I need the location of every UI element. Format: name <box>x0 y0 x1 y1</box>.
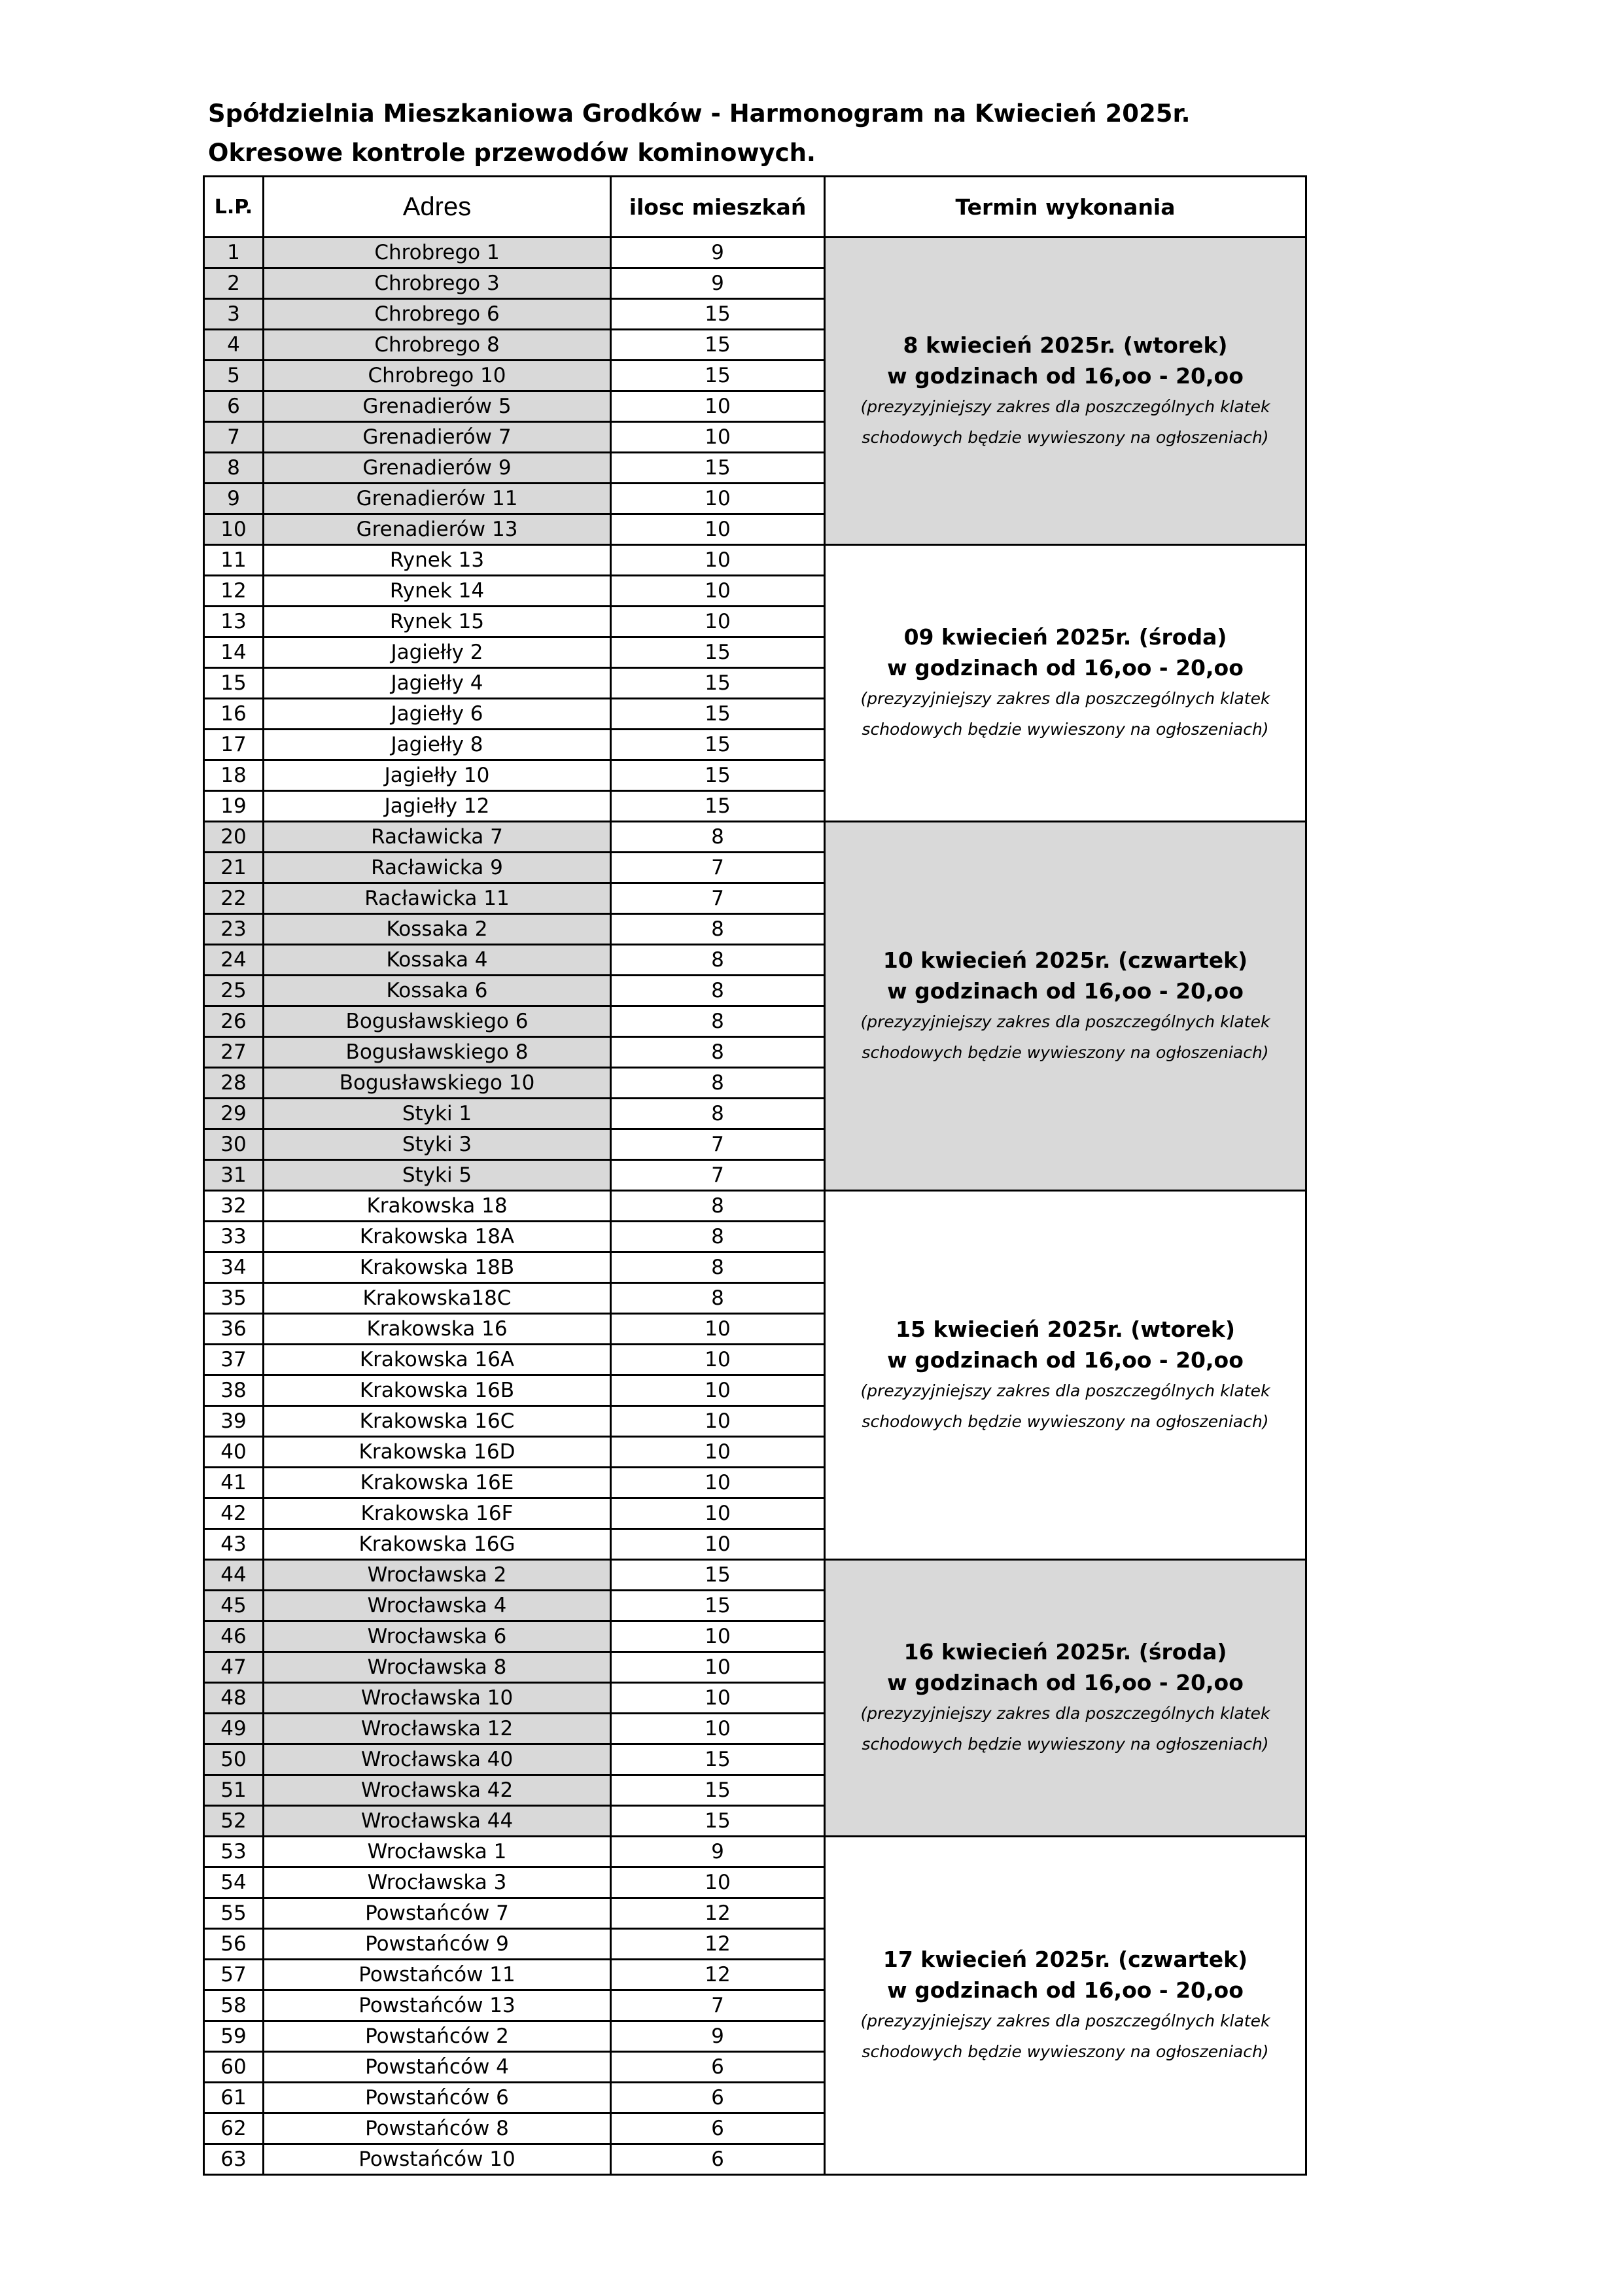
cell-address: Chrobrego 8 <box>264 330 611 361</box>
cell-apartments: 7 <box>611 883 825 914</box>
cell-apartments: 7 <box>611 853 825 883</box>
cell-apartments: 6 <box>611 2052 825 2083</box>
term-date: 17 kwiecień 2025r. (czwartek) <box>882 1947 1248 1972</box>
cell-address: Rynek 14 <box>264 576 611 607</box>
cell-lp: 23 <box>204 914 264 945</box>
document-subtitle: Okresowe kontrole przewodów kominowych. <box>208 139 816 167</box>
cell-address: Jagiełły 6 <box>264 699 611 730</box>
cell-apartments: 10 <box>611 484 825 514</box>
cell-lp: 13 <box>204 607 264 637</box>
cell-apartments: 12 <box>611 1929 825 1960</box>
cell-apartments: 10 <box>611 1375 825 1406</box>
cell-lp: 22 <box>204 883 264 914</box>
term-cell <box>825 1837 1306 2175</box>
header-lp: L.P. <box>204 177 264 238</box>
cell-address: Krakowska 16D <box>264 1437 611 1468</box>
cell-address: Racławicka 9 <box>264 853 611 883</box>
header-term: Termin wykonania <box>825 177 1306 238</box>
cell-address: Bogusławskiego 6 <box>264 1006 611 1037</box>
header-apartments: ilosc mieszkań <box>611 177 825 238</box>
table-row <box>204 545 1306 576</box>
term-date: 16 kwiecień 2025r. (środa) <box>903 1639 1227 1665</box>
cell-address: Powstańców 10 <box>264 2144 611 2175</box>
cell-apartments: 9 <box>611 268 825 299</box>
cell-address: Powstańców 13 <box>264 1990 611 2021</box>
cell-address: Jagiełły 8 <box>264 730 611 760</box>
term-cell <box>825 822 1306 1191</box>
cell-lp: 17 <box>204 730 264 760</box>
cell-address: Kossaka 6 <box>264 976 611 1006</box>
cell-lp: 44 <box>204 1560 264 1591</box>
cell-address: Chrobrego 1 <box>264 238 611 268</box>
cell-address: Krakowska 18 <box>264 1191 611 1222</box>
cell-lp: 40 <box>204 1437 264 1468</box>
term-note: schodowych będzie wywieszony na ogłoszeniach) <box>862 1042 1269 1062</box>
cell-apartments: 15 <box>611 730 825 760</box>
term-hours: w godzinach od 16,oo - 20,oo <box>887 362 1244 389</box>
cell-lp: 30 <box>204 1129 264 1160</box>
cell-address: Chrobrego 6 <box>264 299 611 330</box>
cell-apartments: 8 <box>611 1283 825 1314</box>
cell-lp: 11 <box>204 545 264 576</box>
cell-apartments: 8 <box>611 1068 825 1099</box>
cell-lp: 25 <box>204 976 264 1006</box>
cell-address: Powstańców 7 <box>264 1898 611 1929</box>
term-cell <box>825 545 1306 822</box>
cell-apartments: 15 <box>611 760 825 791</box>
term-note: (prezyzyjniejszy zakres dla poszczególnych klatek <box>860 689 1270 708</box>
cell-lp: 59 <box>204 2021 264 2052</box>
cell-apartments: 10 <box>611 1406 825 1437</box>
cell-address: Wrocławska 40 <box>264 1744 611 1775</box>
cell-lp: 35 <box>204 1283 264 1314</box>
cell-lp: 14 <box>204 637 264 668</box>
cell-address: Wrocławska 6 <box>264 1621 611 1652</box>
cell-lp: 37 <box>204 1345 264 1375</box>
cell-apartments: 10 <box>611 576 825 607</box>
cell-address: Jagiełły 4 <box>264 668 611 699</box>
cell-address: Krakowska 16 <box>264 1314 611 1345</box>
cell-address: Racławicka 7 <box>264 822 611 853</box>
cell-apartments: 9 <box>611 2021 825 2052</box>
cell-lp: 52 <box>204 1806 264 1837</box>
cell-address: Krakowska 16E <box>264 1468 611 1498</box>
cell-lp: 9 <box>204 484 264 514</box>
term-hours: w godzinach od 16,oo - 20,oo <box>887 1347 1244 1373</box>
cell-lp: 18 <box>204 760 264 791</box>
table-row <box>204 822 1306 853</box>
cell-lp: 20 <box>204 822 264 853</box>
cell-address: Wrocławska 10 <box>264 1683 611 1714</box>
cell-apartments: 10 <box>611 1683 825 1714</box>
cell-address: Krakowska 18A <box>264 1222 611 1252</box>
cell-apartments: 15 <box>611 1591 825 1621</box>
cell-apartments: 8 <box>611 1037 825 1068</box>
cell-lp: 49 <box>204 1714 264 1744</box>
cell-address: Powstańców 9 <box>264 1929 611 1960</box>
cell-lp: 8 <box>204 453 264 484</box>
cell-lp: 16 <box>204 699 264 730</box>
cell-address: Styki 1 <box>264 1099 611 1129</box>
cell-address: Grenadierów 5 <box>264 391 611 422</box>
cell-apartments: 15 <box>611 330 825 361</box>
term-date: 15 kwiecień 2025r. (wtorek) <box>896 1316 1235 1342</box>
cell-lp: 6 <box>204 391 264 422</box>
table-row <box>204 238 1306 268</box>
cell-lp: 63 <box>204 2144 264 2175</box>
cell-lp: 47 <box>204 1652 264 1683</box>
cell-apartments: 10 <box>611 1345 825 1375</box>
cell-lp: 57 <box>204 1960 264 1990</box>
cell-address: Grenadierów 9 <box>264 453 611 484</box>
cell-apartments: 15 <box>611 668 825 699</box>
term-hours: w godzinach od 16,oo - 20,oo <box>887 655 1244 680</box>
cell-lp: 39 <box>204 1406 264 1437</box>
cell-lp: 21 <box>204 853 264 883</box>
cell-address: Jagiełły 2 <box>264 637 611 668</box>
cell-lp: 45 <box>204 1591 264 1621</box>
cell-lp: 33 <box>204 1222 264 1252</box>
cell-address: Krakowska 16B <box>264 1375 611 1406</box>
cell-apartments: 8 <box>611 822 825 853</box>
cell-lp: 60 <box>204 2052 264 2083</box>
cell-apartments: 8 <box>611 1099 825 1129</box>
cell-address: Wrocławska 3 <box>264 1867 611 1898</box>
cell-address: Wrocławska 1 <box>264 1837 611 1867</box>
cell-lp: 46 <box>204 1621 264 1652</box>
cell-apartments: 9 <box>611 1837 825 1867</box>
cell-address: Rynek 13 <box>264 545 611 576</box>
cell-lp: 4 <box>204 330 264 361</box>
cell-apartments: 10 <box>611 422 825 453</box>
cell-apartments: 15 <box>611 699 825 730</box>
header-address: Adres <box>264 177 611 238</box>
cell-apartments: 6 <box>611 2113 825 2144</box>
cell-apartments: 6 <box>611 2144 825 2175</box>
cell-apartments: 10 <box>611 1529 825 1560</box>
cell-address: Bogusławskiego 10 <box>264 1068 611 1099</box>
cell-apartments: 10 <box>611 545 825 576</box>
cell-apartments: 8 <box>611 1006 825 1037</box>
cell-apartments: 10 <box>611 1714 825 1744</box>
cell-apartments: 9 <box>611 238 825 268</box>
cell-lp: 41 <box>204 1468 264 1498</box>
table-row <box>204 1560 1306 1591</box>
cell-lp: 48 <box>204 1683 264 1714</box>
term-note: (prezyzyjniejszy zakres dla poszczególnych klatek <box>860 397 1270 416</box>
cell-lp: 15 <box>204 668 264 699</box>
cell-apartments: 15 <box>611 361 825 391</box>
term-cell <box>825 1560 1306 1837</box>
cell-address: Wrocławska 42 <box>264 1775 611 1806</box>
schedule-table <box>203 175 1307 2176</box>
cell-address: Racławicka 11 <box>264 883 611 914</box>
cell-apartments: 15 <box>611 791 825 822</box>
cell-address: Styki 3 <box>264 1129 611 1160</box>
cell-address: Chrobrego 3 <box>264 268 611 299</box>
cell-lp: 53 <box>204 1837 264 1867</box>
cell-lp: 61 <box>204 2083 264 2113</box>
cell-apartments: 10 <box>611 1468 825 1498</box>
term-note: (prezyzyjniejszy zakres dla poszczególnych klatek <box>860 1704 1270 1723</box>
cell-address: Krakowska 16G <box>264 1529 611 1560</box>
cell-apartments: 7 <box>611 1129 825 1160</box>
cell-address: Bogusławskiego 8 <box>264 1037 611 1068</box>
term-hours: w godzinach od 16,oo - 20,oo <box>887 1670 1244 1695</box>
cell-lp: 29 <box>204 1099 264 1129</box>
cell-apartments: 15 <box>611 1744 825 1775</box>
cell-address: Powstańców 2 <box>264 2021 611 2052</box>
table-row <box>204 1837 1306 1867</box>
cell-apartments: 15 <box>611 1775 825 1806</box>
cell-lp: 54 <box>204 1867 264 1898</box>
table-body <box>204 238 1306 2175</box>
cell-apartments: 15 <box>611 453 825 484</box>
cell-lp: 32 <box>204 1191 264 1222</box>
cell-apartments: 8 <box>611 914 825 945</box>
cell-lp: 27 <box>204 1037 264 1068</box>
cell-apartments: 15 <box>611 1806 825 1837</box>
cell-lp: 55 <box>204 1898 264 1929</box>
cell-lp: 38 <box>204 1375 264 1406</box>
cell-lp: 26 <box>204 1006 264 1037</box>
cell-address: Grenadierów 13 <box>264 514 611 545</box>
cell-address: Wrocławska 12 <box>264 1714 611 1744</box>
cell-apartments: 10 <box>611 1314 825 1345</box>
cell-lp: 42 <box>204 1498 264 1529</box>
cell-apartments: 15 <box>611 637 825 668</box>
cell-apartments: 12 <box>611 1960 825 1990</box>
cell-lp: 51 <box>204 1775 264 1806</box>
cell-lp: 5 <box>204 361 264 391</box>
cell-lp: 2 <box>204 268 264 299</box>
term-note: schodowych będzie wywieszony na ogłoszeniach) <box>862 1735 1269 1754</box>
term-note: (prezyzyjniejszy zakres dla poszczególnych klatek <box>860 1012 1270 1031</box>
cell-lp: 12 <box>204 576 264 607</box>
cell-address: Wrocławska 44 <box>264 1806 611 1837</box>
cell-address: Powstańców 4 <box>264 2052 611 2083</box>
cell-address: Jagiełły 10 <box>264 760 611 791</box>
cell-apartments: 7 <box>611 1160 825 1191</box>
cell-apartments: 8 <box>611 945 825 976</box>
cell-address: Krakowska 16F <box>264 1498 611 1529</box>
term-note: schodowych będzie wywieszony na ogłoszeniach) <box>862 720 1269 739</box>
cell-address: Powstańców 6 <box>264 2083 611 2113</box>
term-date: 09 kwiecień 2025r. (środa) <box>903 624 1227 650</box>
cell-lp: 28 <box>204 1068 264 1099</box>
document-title: Spółdzielnia Mieszkaniowa Grodków - Harmonogram na Kwiecień 2025r. <box>208 99 1191 128</box>
cell-address: Powstańców 11 <box>264 1960 611 1990</box>
table-header-row <box>204 177 1306 238</box>
term-cell <box>825 1191 1306 1560</box>
cell-lp: 43 <box>204 1529 264 1560</box>
cell-apartments: 10 <box>611 1621 825 1652</box>
term-note: (prezyzyjniejszy zakres dla poszczególnych klatek <box>860 2011 1270 2030</box>
cell-lp: 56 <box>204 1929 264 1960</box>
term-note: (prezyzyjniejszy zakres dla poszczególnych klatek <box>860 1381 1270 1400</box>
cell-address: Krakowska 16C <box>264 1406 611 1437</box>
cell-address: Powstańców 8 <box>264 2113 611 2144</box>
cell-address: Wrocławska 2 <box>264 1560 611 1591</box>
term-note: schodowych będzie wywieszony na ogłoszeniach) <box>862 2042 1269 2061</box>
cell-address: Grenadierów 7 <box>264 422 611 453</box>
cell-apartments: 15 <box>611 1560 825 1591</box>
cell-apartments: 8 <box>611 1252 825 1283</box>
cell-apartments: 15 <box>611 299 825 330</box>
cell-address: Kossaka 4 <box>264 945 611 976</box>
term-date: 10 kwiecień 2025r. (czwartek) <box>882 947 1248 973</box>
cell-lp: 50 <box>204 1744 264 1775</box>
term-hours: w godzinach od 16,oo - 20,oo <box>887 1977 1244 2003</box>
cell-lp: 3 <box>204 299 264 330</box>
cell-apartments: 10 <box>611 1498 825 1529</box>
term-note: schodowych będzie wywieszony na ogłoszeniach) <box>862 427 1269 447</box>
cell-address: Wrocławska 4 <box>264 1591 611 1621</box>
cell-apartments: 6 <box>611 2083 825 2113</box>
cell-apartments: 10 <box>611 607 825 637</box>
term-cell <box>825 238 1306 545</box>
cell-lp: 58 <box>204 1990 264 2021</box>
cell-apartments: 10 <box>611 1437 825 1468</box>
cell-address: Jagiełły 12 <box>264 791 611 822</box>
term-note: schodowych będzie wywieszony na ogłoszeniach) <box>862 1411 1269 1431</box>
cell-apartments: 8 <box>611 976 825 1006</box>
cell-lp: 62 <box>204 2113 264 2144</box>
cell-lp: 10 <box>204 514 264 545</box>
cell-lp: 1 <box>204 238 264 268</box>
cell-address: Styki 5 <box>264 1160 611 1191</box>
cell-apartments: 12 <box>611 1898 825 1929</box>
cell-lp: 24 <box>204 945 264 976</box>
cell-apartments: 10 <box>611 391 825 422</box>
term-hours: w godzinach od 16,oo - 20,oo <box>887 978 1244 1004</box>
cell-apartments: 8 <box>611 1191 825 1222</box>
cell-address: Krakowska 16A <box>264 1345 611 1375</box>
cell-address: Krakowska 18B <box>264 1252 611 1283</box>
cell-address: Grenadierów 11 <box>264 484 611 514</box>
term-date: 8 kwiecień 2025r. (wtorek) <box>903 332 1228 358</box>
cell-apartments: 10 <box>611 1652 825 1683</box>
table-row <box>204 1191 1306 1222</box>
cell-address: Kossaka 2 <box>264 914 611 945</box>
cell-apartments: 10 <box>611 1867 825 1898</box>
cell-address: Wrocławska 8 <box>264 1652 611 1683</box>
cell-lp: 7 <box>204 422 264 453</box>
cell-lp: 34 <box>204 1252 264 1283</box>
cell-apartments: 8 <box>611 1222 825 1252</box>
cell-address: Krakowska18C <box>264 1283 611 1314</box>
cell-lp: 19 <box>204 791 264 822</box>
cell-apartments: 7 <box>611 1990 825 2021</box>
cell-address: Chrobrego 10 <box>264 361 611 391</box>
cell-lp: 36 <box>204 1314 264 1345</box>
cell-address: Rynek 15 <box>264 607 611 637</box>
cell-apartments: 10 <box>611 514 825 545</box>
cell-lp: 31 <box>204 1160 264 1191</box>
